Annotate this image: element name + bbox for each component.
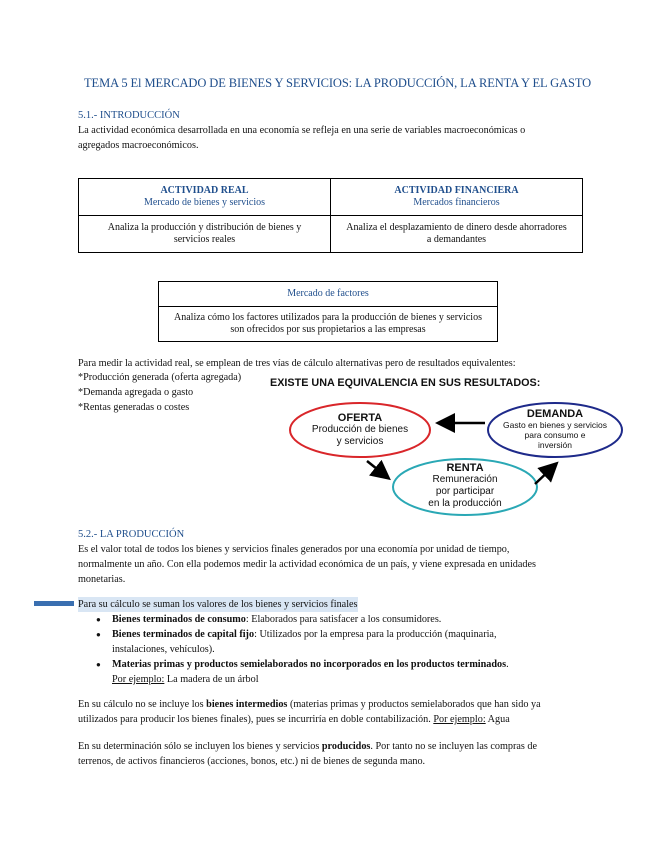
list-item-text: : Utilizados por la empresa para la producción (maquinaria, — [254, 629, 497, 640]
intro-line-1: La actividad económica desarrollada en una economía se refleja en una serie de variables macroeconómicas o — [78, 125, 526, 136]
section-heading-production: 5.2.- LA PRODUCCIÓN — [78, 529, 185, 540]
real-activity-header: ACTIVIDAD REAL — [160, 185, 249, 196]
arrow-oferta-to-renta — [367, 461, 387, 477]
measure-item: *Demanda agregada o gasto — [78, 387, 194, 398]
text: . Por tanto no se incluyen las compras de — [370, 741, 538, 752]
diagram-title: EXISTE UNA EQUIVALENCIA EN SUS RESULTADOS: — [270, 377, 541, 389]
list-item-text: : Elaborados para satisfacer a los consumidores. — [245, 614, 442, 625]
document-title: TEMA 5 El MERCADO DE BIENES Y SERVICIOS: LA PRODUCCIÓN, LA RENTA Y EL GASTO — [84, 76, 592, 90]
list-item-text: . — [506, 659, 509, 670]
real-activity-description — [79, 216, 331, 253]
intermediate-goods-paragraph — [78, 697, 541, 727]
produced-goods-paragraph — [78, 739, 537, 769]
financial-activity-desc-line-1: Analiza el desplazamiento de dinero desde ahorradores — [346, 222, 567, 233]
produced-line-1 — [78, 739, 537, 754]
list-item — [78, 612, 578, 627]
real-activity-desc-line-1: Analiza la producción y distribución de bienes y — [107, 222, 302, 233]
measure-item: *Rentas generadas o costes — [78, 402, 190, 413]
demanda-title: DEMANDA — [526, 408, 584, 420]
oferta-title: OFERTA — [337, 412, 383, 424]
production-paragraph — [78, 542, 536, 587]
measure-list — [78, 370, 241, 415]
intro-line-2: agregados macroeconómicos. — [78, 140, 199, 151]
renta-line-3: en la producción — [428, 498, 502, 509]
activity-table — [78, 178, 583, 253]
arrow-renta-to-demanda — [535, 465, 555, 484]
financial-activity-subheader: Mercados financieros — [413, 197, 500, 208]
text: (materias primas y productos semielaborados que han sido ya — [287, 699, 541, 710]
demanda-label — [488, 408, 622, 450]
demanda-line-1: Gasto en bienes y servicios — [503, 420, 607, 430]
measure-intro: Para medir la actividad real, se emplean de tres vías de cálculo alternativas pero de resultados equivalentes: — [78, 358, 516, 369]
bold-text: bienes intermedios — [206, 699, 288, 710]
section-heading-intro: 5.1.- INTRODUCCIÓN — [78, 110, 180, 121]
financial-activity-header: ACTIVIDAD FINANCIERA — [394, 185, 519, 196]
factor-market-desc-line-2: son ofrecidos por sus propietarios a las empresas — [230, 324, 426, 335]
demanda-line-2: para consumo e — [524, 430, 586, 440]
sum-line: Para su cálculo se suman los valores de los bienes y servicios finales — [78, 599, 358, 610]
margin-marker — [34, 601, 74, 606]
list-item — [78, 657, 578, 687]
factor-market-desc-line-1: Analiza cómo los factores utilizados para la producción de bienes y servicios — [174, 312, 482, 323]
factor-market-header: Mercado de factores — [159, 282, 498, 307]
list-item-bold: Materias primas y productos semielaborados no incorporados en los productos terminados — [112, 659, 507, 670]
list-item-bold: Bienes terminados de capital fijo — [112, 629, 255, 640]
production-line-1: Es el valor total de todos los bienes y servicios finales generados por una economía por unidad de tiempo, — [78, 544, 510, 555]
text: utilizados para producir los bienes finales), pues se incurriría en doble contabilización. — [78, 714, 434, 725]
real-activity-desc-line-2: servicios reales — [173, 234, 236, 245]
intermediate-line-2 — [78, 712, 541, 727]
production-line-3: monetarias. — [78, 574, 126, 585]
renta-label — [393, 462, 537, 510]
financial-activity-description — [331, 216, 583, 253]
measure-item: *Producción generada (oferta agregada) — [78, 372, 242, 383]
oferta-line-2: y servicios — [336, 436, 384, 447]
list-item-bold: Bienes terminados de consumo — [112, 614, 246, 625]
real-activity-subheader: Mercado de bienes y servicios — [143, 197, 266, 208]
oferta-label — [290, 412, 430, 448]
factor-market-table — [158, 281, 498, 342]
example-text: La madera de un árbol — [164, 674, 259, 685]
list-item — [78, 627, 578, 657]
intermediate-line-1 — [78, 697, 541, 712]
demanda-line-3: inversión — [537, 440, 573, 450]
final-goods-list — [78, 612, 578, 687]
financial-activity-desc-line-2: a demandantes — [426, 234, 487, 245]
factor-market-description — [159, 307, 498, 342]
oferta-line-1: Producción de bienes — [311, 424, 409, 435]
produced-line-2: terrenos, de activos financieros (acciones, bonos, etc.) ni de bienes de segunda mano. — [78, 756, 426, 767]
example-label: Por ejemplo: — [112, 674, 165, 685]
production-line-2: normalmente un año. Con ella podemos medir la actividad económica de un país, y viene expresada en unidades — [78, 559, 537, 570]
renta-line-1: Remuneración — [432, 474, 498, 485]
intro-paragraph — [78, 123, 525, 153]
example-label: Por ejemplo: — [433, 714, 486, 725]
renta-title: RENTA — [446, 462, 484, 474]
bold-text: producidos — [321, 741, 371, 752]
text: En su determinación sólo se incluyen los bienes y servicios — [78, 741, 322, 752]
renta-line-2: por participar — [435, 486, 495, 497]
financial-activity-header-cell — [331, 179, 583, 216]
list-item-text: instalaciones, vehículos). — [112, 644, 215, 655]
text: En su cálculo no se incluye los — [78, 699, 207, 710]
example-text: Agua — [485, 714, 510, 725]
real-activity-header-cell — [79, 179, 331, 216]
